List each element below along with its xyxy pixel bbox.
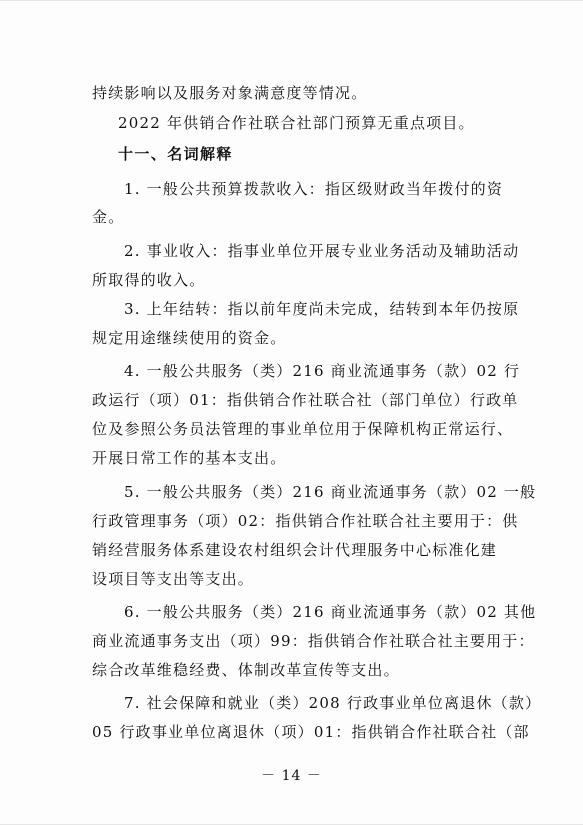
text-line-15: 行政管理事务（项）02：指供销合作社联合社主要用于：供 <box>92 512 519 530</box>
text-line-8: 3. 上年结转：指以前年度尚未完成，结转到本年仍按原 <box>124 300 520 318</box>
section-heading: 十一、名词解释 <box>118 145 233 163</box>
text-line-17: 设项目等支出等支出。 <box>92 570 255 588</box>
text-line-2: 2022 年供销合作社联合社部门预算无重点项目。 <box>118 114 475 132</box>
text-line-11: 政运行（项）01：指供销合作社联合社（部门单位）行政单 <box>92 391 519 409</box>
text-line-12: 位及参照公务员法管理的事业单位用于保障机构正常运行、 <box>92 420 514 438</box>
text-line-9: 规定用途继续使用的资金。 <box>92 329 287 347</box>
text-line-13: 开展日常工作的基本支出。 <box>92 449 287 467</box>
text-line-4: 1. 一般公共预算拨款收入：指区级财政当年拨付的资 <box>124 180 504 198</box>
text-line-20: 综合改革维稳经费、体制改革宣传等支出。 <box>92 661 400 679</box>
text-line-6: 2. 事业收入：指事业单位开展专业业务活动及辅助活动 <box>124 242 520 260</box>
text-line-21: 7. 社会保障和就业（类）208 行政事业单位离退休（款） <box>124 694 542 712</box>
page-number: － 14 － <box>261 768 322 784</box>
text-line-5: 金。 <box>92 208 125 226</box>
text-line-1: 持续影响以及服务对象满意度等情况。 <box>92 84 368 102</box>
text-line-18: 6. 一般公共服务（类）216 商业流通事务（款）02 其他 <box>124 603 537 621</box>
text-line-22: 05 行政事业单位离退休（项）01：指供销合作社联合社（部 <box>92 723 530 741</box>
text-line-19: 商业流通事务支出（项）99：指供销合作社联合社主要用于： <box>92 632 535 650</box>
text-line-14: 5. 一般公共服务（类）216 商业流通事务（款）02 一般 <box>124 483 537 501</box>
text-line-10: 4. 一般公共服务（类）216 商业流通事务（款）02 行 <box>124 362 521 380</box>
text-line-16: 销经营服务体系建设农村组织会计代理服务中心标准化建 <box>92 541 498 559</box>
text-line-7: 所取得的收入。 <box>92 271 206 289</box>
